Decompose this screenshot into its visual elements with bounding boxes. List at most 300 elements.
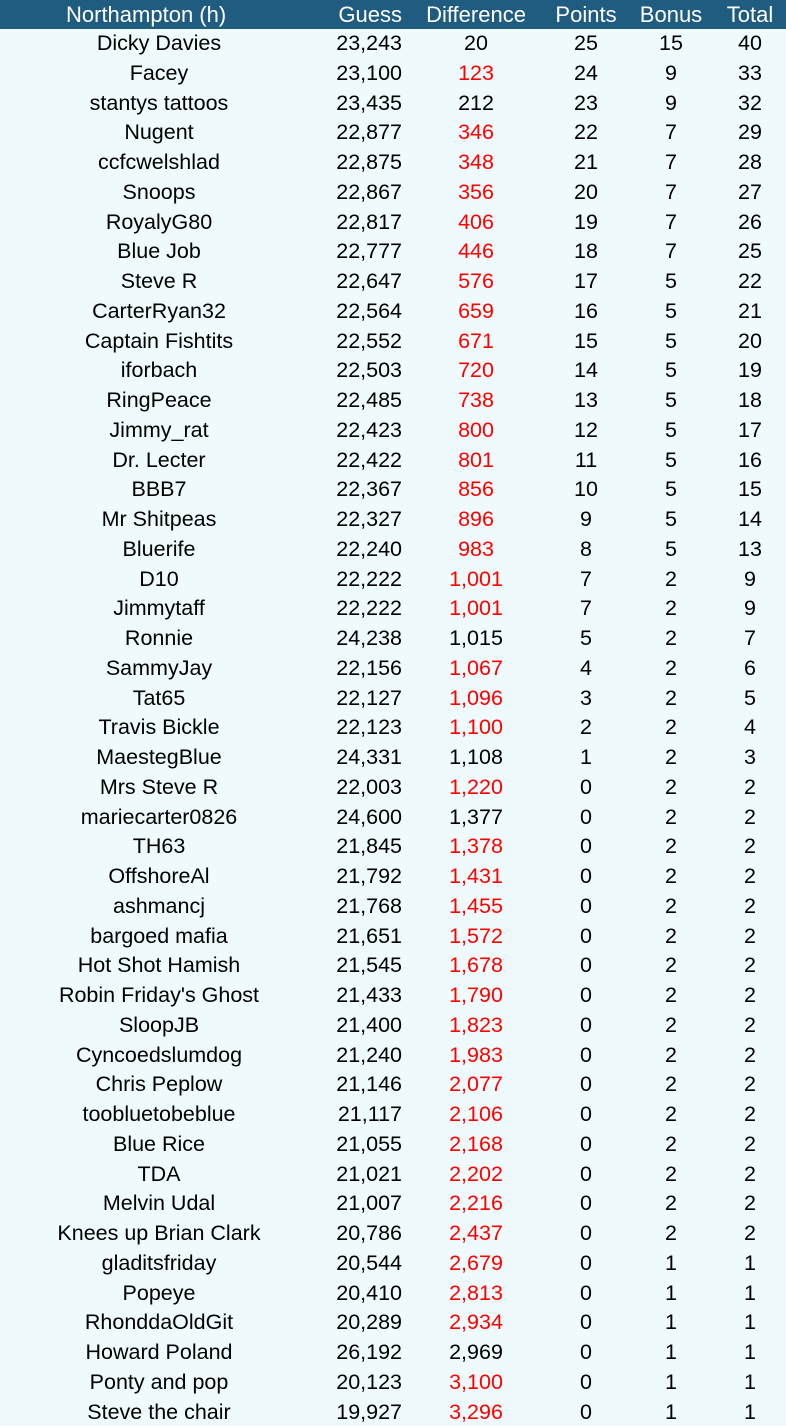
player-name: Jimmytaff	[0, 594, 318, 624]
table-row	[0, 684, 786, 714]
total-cell: 2	[714, 1130, 786, 1160]
bonus-cell: 2	[628, 713, 714, 743]
table-row	[0, 505, 786, 535]
total-cell: 1	[714, 1368, 786, 1398]
guess-cell: 22,222	[318, 594, 408, 624]
table-row	[0, 208, 786, 238]
guess-cell: 22,127	[318, 684, 408, 714]
bonus-cell: 2	[628, 862, 714, 892]
player-name: MaestegBlue	[0, 743, 318, 773]
table-row	[0, 1308, 786, 1338]
bonus-cell: 2	[628, 594, 714, 624]
total-cell: 2	[714, 922, 786, 952]
difference-cell: 2,216	[408, 1189, 544, 1219]
difference-cell: 348	[408, 148, 544, 178]
guess-cell: 22,552	[318, 327, 408, 357]
points-cell: 7	[544, 594, 628, 624]
difference-cell: 1,823	[408, 1011, 544, 1041]
points-cell: 0	[544, 1189, 628, 1219]
player-name: BBB7	[0, 475, 318, 505]
bonus-cell: 5	[628, 416, 714, 446]
header-match: Northampton (h)	[0, 0, 318, 29]
difference-cell: 2,969	[408, 1338, 544, 1368]
difference-cell: 212	[408, 89, 544, 119]
total-cell: 26	[714, 208, 786, 238]
total-cell: 32	[714, 89, 786, 119]
points-cell: 7	[544, 565, 628, 595]
table-row	[0, 1219, 786, 1249]
difference-cell: 20	[408, 29, 544, 59]
bonus-cell: 2	[628, 922, 714, 952]
points-cell: 0	[544, 803, 628, 833]
guess-cell: 22,422	[318, 446, 408, 476]
player-name: RhonddaOldGit	[0, 1308, 318, 1338]
player-name: iforbach	[0, 356, 318, 386]
guess-cell: 24,600	[318, 803, 408, 833]
points-cell: 8	[544, 535, 628, 565]
guess-cell: 21,792	[318, 862, 408, 892]
player-name: Knees up Brian Clark	[0, 1219, 318, 1249]
guess-cell: 23,100	[318, 59, 408, 89]
player-name: Robin Friday's Ghost	[0, 981, 318, 1011]
guess-cell: 21,021	[318, 1160, 408, 1190]
guess-cell: 26,192	[318, 1338, 408, 1368]
table-row	[0, 594, 786, 624]
guess-cell: 22,423	[318, 416, 408, 446]
guess-cell: 21,768	[318, 892, 408, 922]
difference-cell: 800	[408, 416, 544, 446]
points-cell: 0	[544, 1011, 628, 1041]
guess-cell: 22,123	[318, 713, 408, 743]
difference-cell: 1,377	[408, 803, 544, 833]
points-cell: 0	[544, 1219, 628, 1249]
bonus-cell: 2	[628, 832, 714, 862]
difference-cell: 1,001	[408, 594, 544, 624]
total-cell: 27	[714, 178, 786, 208]
table-row	[0, 297, 786, 327]
total-cell: 1	[714, 1398, 786, 1427]
total-cell: 2	[714, 1041, 786, 1071]
guess-cell: 22,503	[318, 356, 408, 386]
total-cell: 6	[714, 654, 786, 684]
total-cell: 1	[714, 1279, 786, 1309]
bonus-cell: 5	[628, 356, 714, 386]
player-name: Mrs Steve R	[0, 773, 318, 803]
guess-cell: 21,433	[318, 981, 408, 1011]
total-cell: 2	[714, 862, 786, 892]
total-cell: 1	[714, 1249, 786, 1279]
bonus-cell: 9	[628, 89, 714, 119]
total-cell: 22	[714, 267, 786, 297]
header-guess: Guess	[318, 0, 408, 29]
difference-cell: 720	[408, 356, 544, 386]
player-name: Steve the chair	[0, 1398, 318, 1427]
total-cell: 2	[714, 951, 786, 981]
total-cell: 1	[714, 1308, 786, 1338]
table-row	[0, 475, 786, 505]
total-cell: 2	[714, 892, 786, 922]
points-cell: 0	[544, 1398, 628, 1427]
table-row	[0, 981, 786, 1011]
bonus-cell: 2	[628, 892, 714, 922]
table-row	[0, 1398, 786, 1427]
player-name: Cyncoedslumdog	[0, 1041, 318, 1071]
table-row	[0, 535, 786, 565]
bonus-cell: 2	[628, 1011, 714, 1041]
bonus-cell: 9	[628, 59, 714, 89]
total-cell: 2	[714, 803, 786, 833]
points-cell: 16	[544, 297, 628, 327]
points-cell: 0	[544, 951, 628, 981]
total-cell: 2	[714, 1070, 786, 1100]
guess-cell: 22,156	[318, 654, 408, 684]
total-cell: 2	[714, 773, 786, 803]
table-row	[0, 1011, 786, 1041]
total-cell: 7	[714, 624, 786, 654]
total-cell: 4	[714, 713, 786, 743]
points-cell: 0	[544, 773, 628, 803]
total-cell: 13	[714, 535, 786, 565]
bonus-cell: 5	[628, 327, 714, 357]
points-cell: 24	[544, 59, 628, 89]
guess-cell: 22,647	[318, 267, 408, 297]
total-cell: 40	[714, 29, 786, 59]
guess-cell: 20,123	[318, 1368, 408, 1398]
player-name: ashmancj	[0, 892, 318, 922]
difference-cell: 2,934	[408, 1308, 544, 1338]
total-cell: 2	[714, 1219, 786, 1249]
total-cell: 28	[714, 148, 786, 178]
table-row	[0, 832, 786, 862]
bonus-cell: 15	[628, 29, 714, 59]
bonus-cell: 1	[628, 1279, 714, 1309]
points-cell: 12	[544, 416, 628, 446]
difference-cell: 856	[408, 475, 544, 505]
header-bonus: Bonus	[628, 0, 714, 29]
table-row	[0, 118, 786, 148]
bonus-cell: 2	[628, 773, 714, 803]
bonus-cell: 2	[628, 1041, 714, 1071]
difference-cell: 1,983	[408, 1041, 544, 1071]
difference-cell: 1,378	[408, 832, 544, 862]
difference-cell: 3,296	[408, 1398, 544, 1427]
table-row	[0, 386, 786, 416]
guess-cell: 24,331	[318, 743, 408, 773]
total-cell: 1	[714, 1338, 786, 1368]
total-cell: 17	[714, 416, 786, 446]
points-cell: 1	[544, 743, 628, 773]
bonus-cell: 1	[628, 1368, 714, 1398]
difference-cell: 983	[408, 535, 544, 565]
total-cell: 2	[714, 1189, 786, 1219]
bonus-cell: 5	[628, 475, 714, 505]
player-name: Nugent	[0, 118, 318, 148]
difference-cell: 1,790	[408, 981, 544, 1011]
table-row	[0, 89, 786, 119]
table-row	[0, 237, 786, 267]
player-name: Steve R	[0, 267, 318, 297]
points-cell: 0	[544, 1100, 628, 1130]
bonus-cell: 7	[628, 118, 714, 148]
bonus-cell: 2	[628, 1219, 714, 1249]
bonus-cell: 1	[628, 1308, 714, 1338]
total-cell: 21	[714, 297, 786, 327]
difference-cell: 2,106	[408, 1100, 544, 1130]
guess-cell: 21,400	[318, 1011, 408, 1041]
points-cell: 0	[544, 862, 628, 892]
table-row	[0, 773, 786, 803]
points-cell: 0	[544, 1041, 628, 1071]
guess-cell: 22,003	[318, 773, 408, 803]
table-row	[0, 446, 786, 476]
points-cell: 10	[544, 475, 628, 505]
total-cell: 2	[714, 1160, 786, 1190]
total-cell: 2	[714, 832, 786, 862]
player-name: ccfcwelshlad	[0, 148, 318, 178]
points-cell: 0	[544, 832, 628, 862]
bonus-cell: 7	[628, 208, 714, 238]
bonus-cell: 5	[628, 386, 714, 416]
player-name: CarterRyan32	[0, 297, 318, 327]
guess-cell: 19,927	[318, 1398, 408, 1427]
guess-cell: 21,055	[318, 1130, 408, 1160]
header-row	[0, 0, 786, 29]
bonus-cell: 2	[628, 654, 714, 684]
guess-cell: 21,007	[318, 1189, 408, 1219]
guess-cell: 22,222	[318, 565, 408, 595]
table-row	[0, 148, 786, 178]
difference-cell: 356	[408, 178, 544, 208]
total-cell: 15	[714, 475, 786, 505]
player-name: Popeye	[0, 1279, 318, 1309]
guess-cell: 21,240	[318, 1041, 408, 1071]
player-name: Ponty and pop	[0, 1368, 318, 1398]
player-name: Hot Shot Hamish	[0, 951, 318, 981]
points-cell: 0	[544, 1368, 628, 1398]
guess-cell: 20,544	[318, 1249, 408, 1279]
bonus-cell: 5	[628, 267, 714, 297]
total-cell: 16	[714, 446, 786, 476]
total-cell: 33	[714, 59, 786, 89]
table-row	[0, 892, 786, 922]
bonus-cell: 1	[628, 1338, 714, 1368]
player-name: Travis Bickle	[0, 713, 318, 743]
difference-cell: 2,077	[408, 1070, 544, 1100]
points-cell: 23	[544, 89, 628, 119]
total-cell: 19	[714, 356, 786, 386]
bonus-cell: 2	[628, 624, 714, 654]
difference-cell: 1,096	[408, 684, 544, 714]
bonus-cell: 1	[628, 1249, 714, 1279]
points-cell: 0	[544, 892, 628, 922]
player-name: gladitsfriday	[0, 1249, 318, 1279]
bonus-cell: 2	[628, 1160, 714, 1190]
guess-cell: 21,651	[318, 922, 408, 952]
player-name: SloopJB	[0, 1011, 318, 1041]
table-row	[0, 1160, 786, 1190]
total-cell: 20	[714, 327, 786, 357]
table-body	[0, 29, 786, 1427]
points-cell: 4	[544, 654, 628, 684]
total-cell: 29	[714, 118, 786, 148]
table-row	[0, 59, 786, 89]
guess-cell: 22,777	[318, 237, 408, 267]
difference-cell: 2,679	[408, 1249, 544, 1279]
bonus-cell: 2	[628, 1100, 714, 1130]
guess-cell: 20,289	[318, 1308, 408, 1338]
difference-cell: 123	[408, 59, 544, 89]
table-row	[0, 1070, 786, 1100]
table-row	[0, 1368, 786, 1398]
difference-cell: 2,437	[408, 1219, 544, 1249]
player-name: Dr. Lecter	[0, 446, 318, 476]
player-name: D10	[0, 565, 318, 595]
difference-cell: 3,100	[408, 1368, 544, 1398]
difference-cell: 1,678	[408, 951, 544, 981]
bonus-cell: 2	[628, 981, 714, 1011]
points-cell: 22	[544, 118, 628, 148]
bonus-cell: 2	[628, 684, 714, 714]
points-cell: 15	[544, 327, 628, 357]
points-cell: 17	[544, 267, 628, 297]
points-cell: 0	[544, 1160, 628, 1190]
difference-cell: 1,220	[408, 773, 544, 803]
guess-cell: 24,238	[318, 624, 408, 654]
header-points: Points	[544, 0, 628, 29]
difference-cell: 346	[408, 118, 544, 148]
bonus-cell: 7	[628, 178, 714, 208]
total-cell: 2	[714, 981, 786, 1011]
player-name: Facey	[0, 59, 318, 89]
guess-cell: 22,485	[318, 386, 408, 416]
player-name: RingPeace	[0, 386, 318, 416]
total-cell: 2	[714, 1011, 786, 1041]
table-row	[0, 267, 786, 297]
points-cell: 0	[544, 1338, 628, 1368]
table-row	[0, 743, 786, 773]
player-name: bargoed mafia	[0, 922, 318, 952]
player-name: Tat65	[0, 684, 318, 714]
total-cell: 5	[714, 684, 786, 714]
bonus-cell: 7	[628, 148, 714, 178]
player-name: Ronnie	[0, 624, 318, 654]
guess-cell: 22,240	[318, 535, 408, 565]
bonus-cell: 5	[628, 505, 714, 535]
total-cell: 9	[714, 565, 786, 595]
table-row	[0, 416, 786, 446]
difference-cell: 1,572	[408, 922, 544, 952]
player-name: Blue Job	[0, 237, 318, 267]
difference-cell: 801	[408, 446, 544, 476]
points-cell: 11	[544, 446, 628, 476]
difference-cell: 1,015	[408, 624, 544, 654]
player-name: Captain Fishtits	[0, 327, 318, 357]
guess-cell: 20,786	[318, 1219, 408, 1249]
points-cell: 25	[544, 29, 628, 59]
points-cell: 13	[544, 386, 628, 416]
player-name: Melvin Udal	[0, 1189, 318, 1219]
total-cell: 25	[714, 237, 786, 267]
points-cell: 0	[544, 981, 628, 1011]
table-row	[0, 29, 786, 59]
difference-cell: 576	[408, 267, 544, 297]
difference-cell: 406	[408, 208, 544, 238]
player-name: RoyalyG80	[0, 208, 318, 238]
table-row	[0, 1100, 786, 1130]
guess-cell: 21,117	[318, 1100, 408, 1130]
table-row	[0, 624, 786, 654]
guess-cell: 23,243	[318, 29, 408, 59]
player-name: Blue Rice	[0, 1130, 318, 1160]
header-difference: Difference	[408, 0, 544, 29]
bonus-cell: 2	[628, 1070, 714, 1100]
difference-cell: 1,067	[408, 654, 544, 684]
table-row	[0, 862, 786, 892]
table-row	[0, 654, 786, 684]
difference-cell: 2,202	[408, 1160, 544, 1190]
table-header	[0, 0, 786, 29]
table-row	[0, 1189, 786, 1219]
guess-cell: 21,146	[318, 1070, 408, 1100]
bonus-cell: 7	[628, 237, 714, 267]
difference-cell: 446	[408, 237, 544, 267]
difference-cell: 1,108	[408, 743, 544, 773]
player-name: SammyJay	[0, 654, 318, 684]
total-cell: 9	[714, 594, 786, 624]
table-row	[0, 327, 786, 357]
guess-cell: 23,435	[318, 89, 408, 119]
difference-cell: 1,455	[408, 892, 544, 922]
table-row	[0, 1249, 786, 1279]
guess-cell: 22,327	[318, 505, 408, 535]
difference-cell: 2,813	[408, 1279, 544, 1309]
difference-cell: 1,100	[408, 713, 544, 743]
points-cell: 2	[544, 713, 628, 743]
difference-cell: 896	[408, 505, 544, 535]
points-cell: 0	[544, 1308, 628, 1338]
points-cell: 18	[544, 237, 628, 267]
player-name: Howard Poland	[0, 1338, 318, 1368]
bonus-cell: 5	[628, 297, 714, 327]
total-cell: 18	[714, 386, 786, 416]
points-cell: 21	[544, 148, 628, 178]
guess-cell: 22,564	[318, 297, 408, 327]
difference-cell: 671	[408, 327, 544, 357]
points-cell: 0	[544, 1070, 628, 1100]
table-row	[0, 1130, 786, 1160]
player-name: TDA	[0, 1160, 318, 1190]
table-row	[0, 922, 786, 952]
player-name: Chris Peplow	[0, 1070, 318, 1100]
player-name: Dicky Davies	[0, 29, 318, 59]
points-cell: 20	[544, 178, 628, 208]
table-row	[0, 1279, 786, 1309]
bonus-cell: 2	[628, 743, 714, 773]
guess-cell: 22,367	[318, 475, 408, 505]
points-cell: 0	[544, 1130, 628, 1160]
guess-cell: 20,410	[318, 1279, 408, 1309]
bonus-cell: 5	[628, 446, 714, 476]
player-name: OffshoreAl	[0, 862, 318, 892]
player-name: Bluerife	[0, 535, 318, 565]
player-name: mariecarter0826	[0, 803, 318, 833]
difference-cell: 659	[408, 297, 544, 327]
points-cell: 5	[544, 624, 628, 654]
points-cell: 3	[544, 684, 628, 714]
player-name: TH63	[0, 832, 318, 862]
bonus-cell: 2	[628, 951, 714, 981]
player-name: toobluetobeblue	[0, 1100, 318, 1130]
